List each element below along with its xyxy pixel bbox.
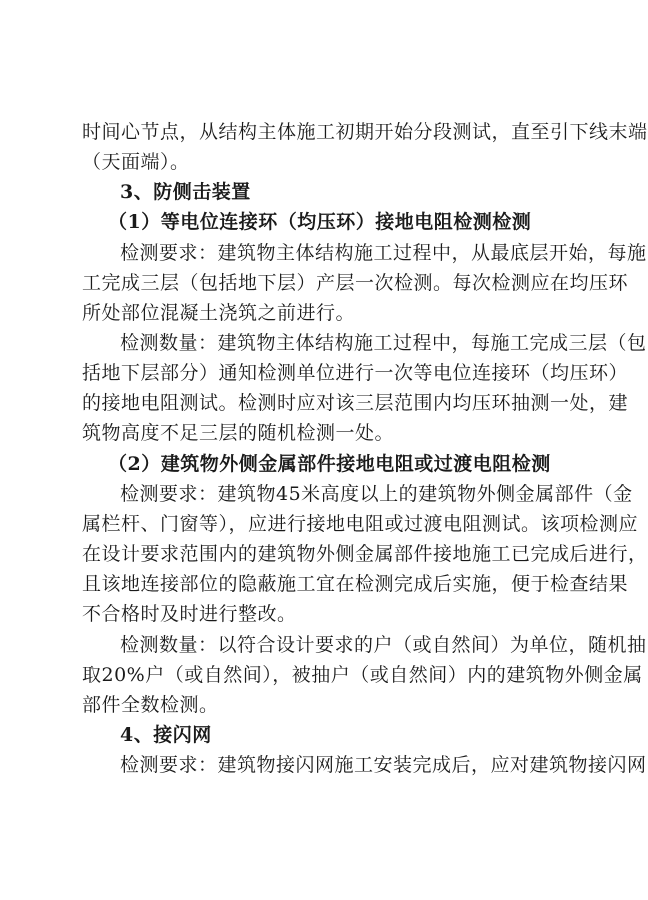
paragraph-line: 检测要求：建筑物主体结构施工过程中，从最底层开始，每施 <box>120 242 647 264</box>
subsection-heading: （1）等电位连接环（均压环）接地电阻检测检测 <box>108 211 532 233</box>
paragraph-line: 在设计要求范围内的建筑物外侧金属部件接地施工已完成后进行， <box>82 543 648 565</box>
paragraph-line: 时间心节点，从结构主体施工初期开始分段测试，直至引下线末端 <box>82 121 648 143</box>
paragraph-line: 工完成三层（包括地下层）产层一次检测。每次检测应在均压环 <box>82 272 629 294</box>
paragraph-line: 部件全数检测。 <box>82 694 219 716</box>
section-heading: 4、接闪网 <box>120 724 212 746</box>
paragraph-line: 检测要求：建筑物45米高度以上的建筑物外侧金属部件（金 <box>120 483 633 505</box>
paragraph-line: 检测要求：建筑物接闪网施工安装完成后，应对建筑物接闪网 <box>120 754 647 776</box>
paragraph-line: 括地下层部分）通知检测单位进行一次等电位连接环（均压环） <box>82 362 629 384</box>
paragraph-line: 筑物高度不足三层的随机检测一处。 <box>82 422 395 444</box>
paragraph-line: 检测数量：以符合设计要求的户（或自然间）为单位，随机抽 <box>120 634 647 656</box>
paragraph-line: （天面端）。 <box>82 151 190 173</box>
paragraph-line: 不合格时及时进行整改。 <box>82 603 297 625</box>
paragraph-line: 属栏杆、门窗等），应进行接地电阻或过渡电阻测试。该项检测应 <box>82 513 639 535</box>
section-heading: 3、防侧击装置 <box>120 181 251 203</box>
subsection-heading: （2）建筑物外侧金属部件接地电阻或过渡电阻检测 <box>108 453 551 475</box>
paragraph-line: 且该地连接部位的隐蔽施工宜在检测完成后实施，便于检查结果 <box>82 573 629 595</box>
paragraph-line: 检测数量：建筑物主体结构施工过程中，每施工完成三层（包 <box>120 332 647 354</box>
paragraph-line: 所处部位混凝土浇筑之前进行。 <box>82 302 356 324</box>
paragraph-line: 的接地电阻测试。检测时应对该三层范围内均压环抽测一处，建 <box>82 392 629 414</box>
paragraph-line: 取20%户（或自然间），被抽户（或自然间）内的建筑物外侧金属 <box>82 664 643 686</box>
